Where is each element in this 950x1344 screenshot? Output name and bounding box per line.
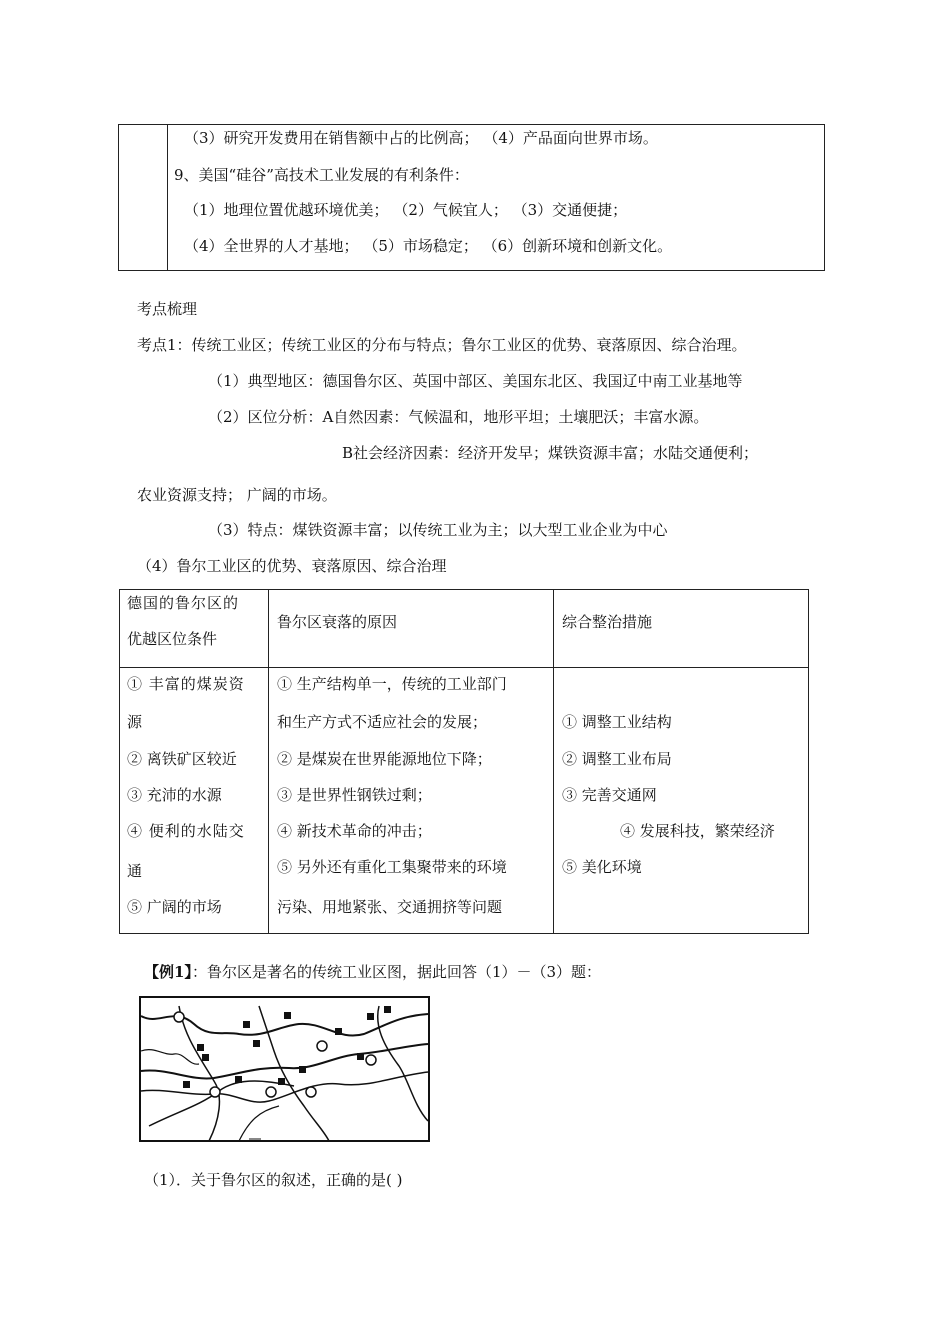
map-river-4 (141, 1050, 199, 1065)
advantage-4b: 通 (127, 862, 143, 880)
measure-5: ⑤ 美化环境 (562, 858, 642, 876)
map-industry-square (384, 1006, 391, 1013)
measure-4: ④ 发展科技，繁荣经济 (620, 822, 775, 840)
silicon-valley-conditions-2: （4）全世界的人才基地； （5）市场稳定； （6）创新环境和创新文化。 (184, 237, 673, 255)
measure-1: ① 调整工业结构 (562, 713, 672, 731)
decline-2: ② 是煤炭在世界能源地位下降； (277, 750, 492, 768)
map-city-circle (210, 1087, 220, 1097)
header-measures: 综合整治措施 (562, 613, 653, 631)
map-city-circle (174, 1012, 184, 1022)
advantage-3: ③ 充沛的水源 (127, 786, 222, 804)
map-road-1 (179, 1006, 219, 1141)
header-decline-reasons: 鲁尔区衰落的原因 (277, 613, 398, 631)
ruhr-map-figure (139, 996, 430, 1142)
example-line (144, 962, 601, 982)
map-industry-square (197, 1044, 204, 1051)
measure-2: ② 调整工业布局 (562, 750, 672, 768)
exam-point-1: 考点1：传统工业区；传统工业区的分布与特点；鲁尔工业区的优势、衰落原因、综合治理。 (137, 336, 747, 354)
ruhr-table-col-rule-2 (553, 589, 554, 933)
location-natural-factors: （2）区位分析：A自然因素：气候温和，地形平坦；土壤肥沃；丰富水源。 (208, 408, 709, 426)
map-industry-square (367, 1013, 374, 1020)
top-box-line-1: （3）研究开发费用在销售额中占的比例高； （4）产品面向世界市场。 (184, 129, 658, 147)
decline-4: ④ 新技术革命的冲击； (277, 822, 432, 840)
map-industry-square (357, 1053, 364, 1060)
map-industry-square (183, 1081, 190, 1088)
map-industry-square (299, 1066, 306, 1073)
location-socioeconomic-cont: 农业资源支持； 广阔的市场。 (137, 486, 337, 504)
advantage-1b: 源 (127, 713, 143, 731)
characteristics: （3）特点：煤铁资源丰富；以传统工业为主；以大型工业企业为中心 (208, 521, 668, 539)
map-industry-square (202, 1054, 209, 1061)
advantage-4a: ④ 便利的水陆交 (127, 822, 245, 840)
map-city-circle (306, 1087, 316, 1097)
map-river-2 (141, 1044, 428, 1078)
advantage-5: ⑤ 广阔的市场 (127, 898, 222, 916)
header-advantages-line1: 德国的鲁尔区的 (127, 594, 240, 612)
decline-1a: ① 生产结构单一，传统的工业部门 (277, 675, 507, 693)
map-road-5 (239, 1106, 279, 1141)
question-1: （1）．关于鲁尔区的叙述，正确的是( ) (144, 1171, 403, 1189)
header-advantages-line2: 优越区位条件 (127, 630, 218, 648)
silicon-valley-conditions-1: （1）地理位置优越环境优美； （2）气候宜人； （3）交通便捷； (184, 201, 628, 219)
decline-5a: ⑤ 另外还有重化工集聚带来的环境 (277, 858, 507, 876)
silicon-valley-heading: 9、美国“硅谷”高技术工业发展的有利条件： (174, 166, 469, 184)
advantage-1a: ① 丰富的煤炭资 (127, 675, 245, 693)
map-industry-square (335, 1028, 342, 1035)
map-industry-square (284, 1012, 291, 1019)
map-industry-square (235, 1076, 242, 1083)
ruhr-table-header-rule (119, 667, 808, 668)
ruhr-table-caption: （4）鲁尔工业区的优势、衰落原因、综合治理 (137, 557, 447, 575)
decline-1b: 和生产方式不适应社会的发展； (277, 713, 488, 731)
example-label: 【例1】 (144, 963, 192, 981)
map-city-circle (317, 1041, 327, 1051)
ruhr-table-col-rule-1 (268, 589, 269, 933)
map-city-circle (366, 1055, 376, 1065)
typical-regions: （1）典型地区：德国鲁尔区、英国中部区、美国东北区、我国辽中南工业基地等 (208, 372, 743, 390)
top-box-divider (167, 124, 168, 270)
advantage-2: ② 离铁矿区较近 (127, 750, 237, 768)
map-industry-square (253, 1040, 260, 1047)
decline-3: ③ 是世界性钢铁过剩； (277, 786, 432, 804)
map-city-circle (266, 1087, 276, 1097)
map-industry-square (278, 1078, 285, 1085)
map-road-3 (378, 1006, 428, 1121)
measure-3: ③ 完善交通网 (562, 786, 657, 804)
example-text: ：鲁尔区是著名的传统工业区图，据此回答（1）－（3）题： (191, 963, 602, 981)
location-socioeconomic-factors: B社会经济因素：经济开发早；煤铁资源丰富；水陆交通便利； (342, 444, 759, 462)
decline-5b: 污染、用地紧张、交通拥挤等问题 (277, 898, 503, 916)
map-industry-square (243, 1021, 250, 1028)
section-title: 考点梳理 (137, 300, 198, 318)
